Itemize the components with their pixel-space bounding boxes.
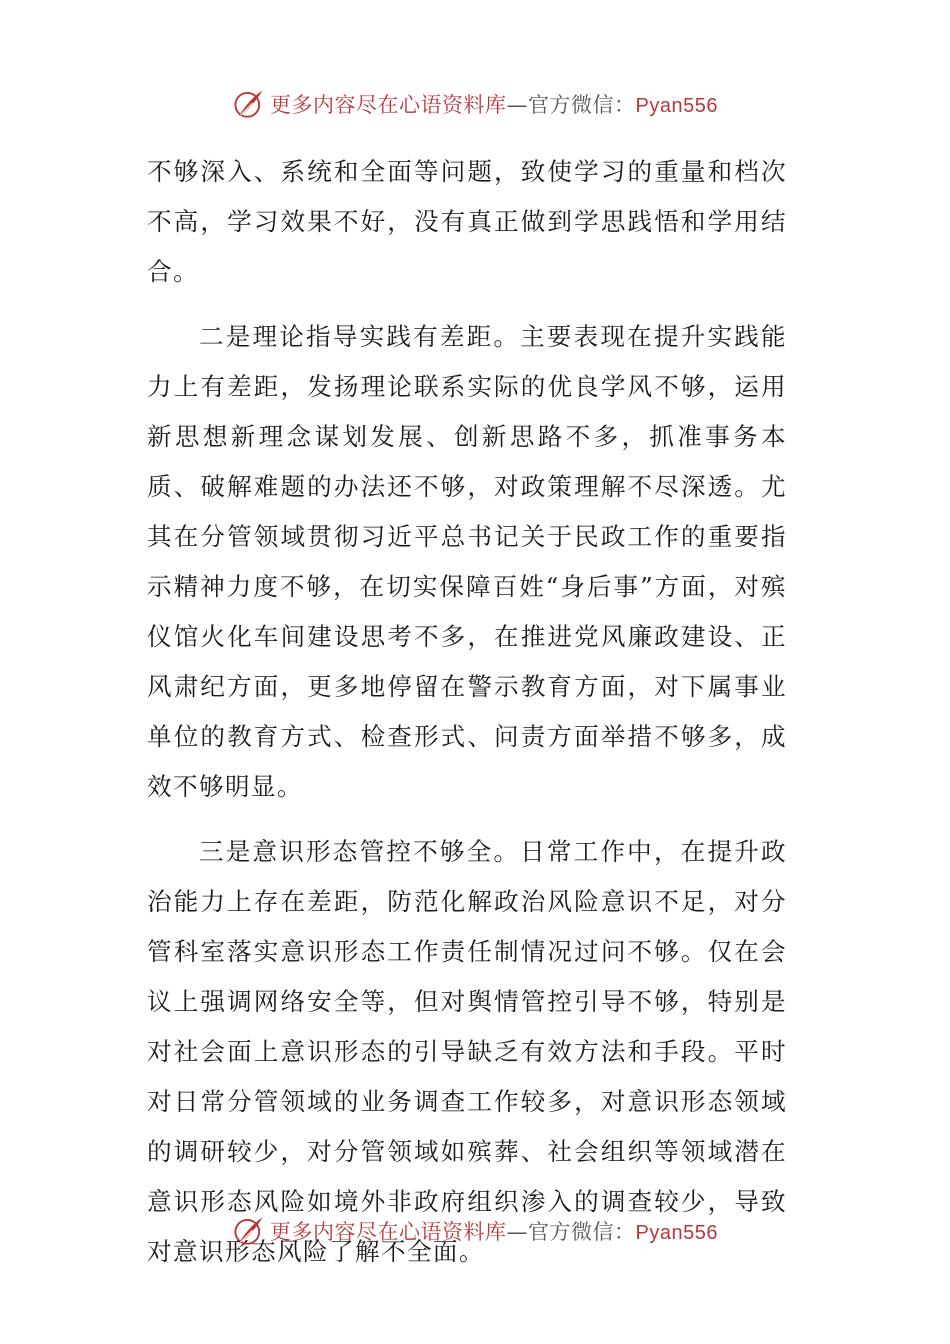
banner-brand: 更多内容尽在心语资料库 [270,1220,507,1244]
paragraph-continued: 不够深入、系统和全面等问题，致使学习的重量和档次不高，学习效果不好，没有真正做到学思践悟和学用结合。 [147,157,787,286]
banner-text [270,1216,718,1246]
paragraph-theory-practice: 二是理论指导实践有差距。主要表现在提升实践能力上有差距，发扬理论联系实际的优良学风不够，运用新思想新理念谋划发展、创新思路不多，抓准事务本质、破解难题的办法还不够，对政策理解不尽深透。尤其在分管领域贯彻习近平总书记关于民政工作的重要指示精神力度不够，在切实保障百姓“身后事”方面，对殡仪馆火化车间建设思考不多，在推进党风廉政建设、正风肃纪方面，更多地停留在警示教育方面，对下属事业单位的教育方式、检查形式、问责方面举措不够多，成效不够明显。 [147,322,787,801]
quill-pen-circle-icon [232,1214,266,1248]
banner-text [270,89,718,119]
banner-wechat-id: Pyan556 [635,1222,718,1244]
document-body [147,147,787,1292]
paragraph-ideology-control: 三是意识形态管控不够全。日常工作中，在提升政治能力上存在差距，防范化解政治风险意识不足，对分管科室落实意识形态工作责任制情况过问不够。仅在会议上强调网络安全等，但对舆情管控引导不够，特别是对社会面上意识形态的引导缺乏有效方法和手段。平时对日常分管领域的业务调查工作较多，对意识形态领域的调研较少，对分管领域如殡葬、社会组织等领域潜在意识形态风险如境外非政府组织渗入的调查较少，导致对意识形态风险了解不全面。 [147,837,787,1266]
header-banner [0,84,950,124]
quill-pen-circle-icon [232,87,266,121]
banner-official-label: —官方微信： [506,1220,636,1244]
banner-official-label: —官方微信： [506,93,636,117]
footer-banner [0,1211,950,1251]
banner-wechat-id: Pyan556 [635,95,718,117]
banner-brand: 更多内容尽在心语资料库 [270,93,507,117]
